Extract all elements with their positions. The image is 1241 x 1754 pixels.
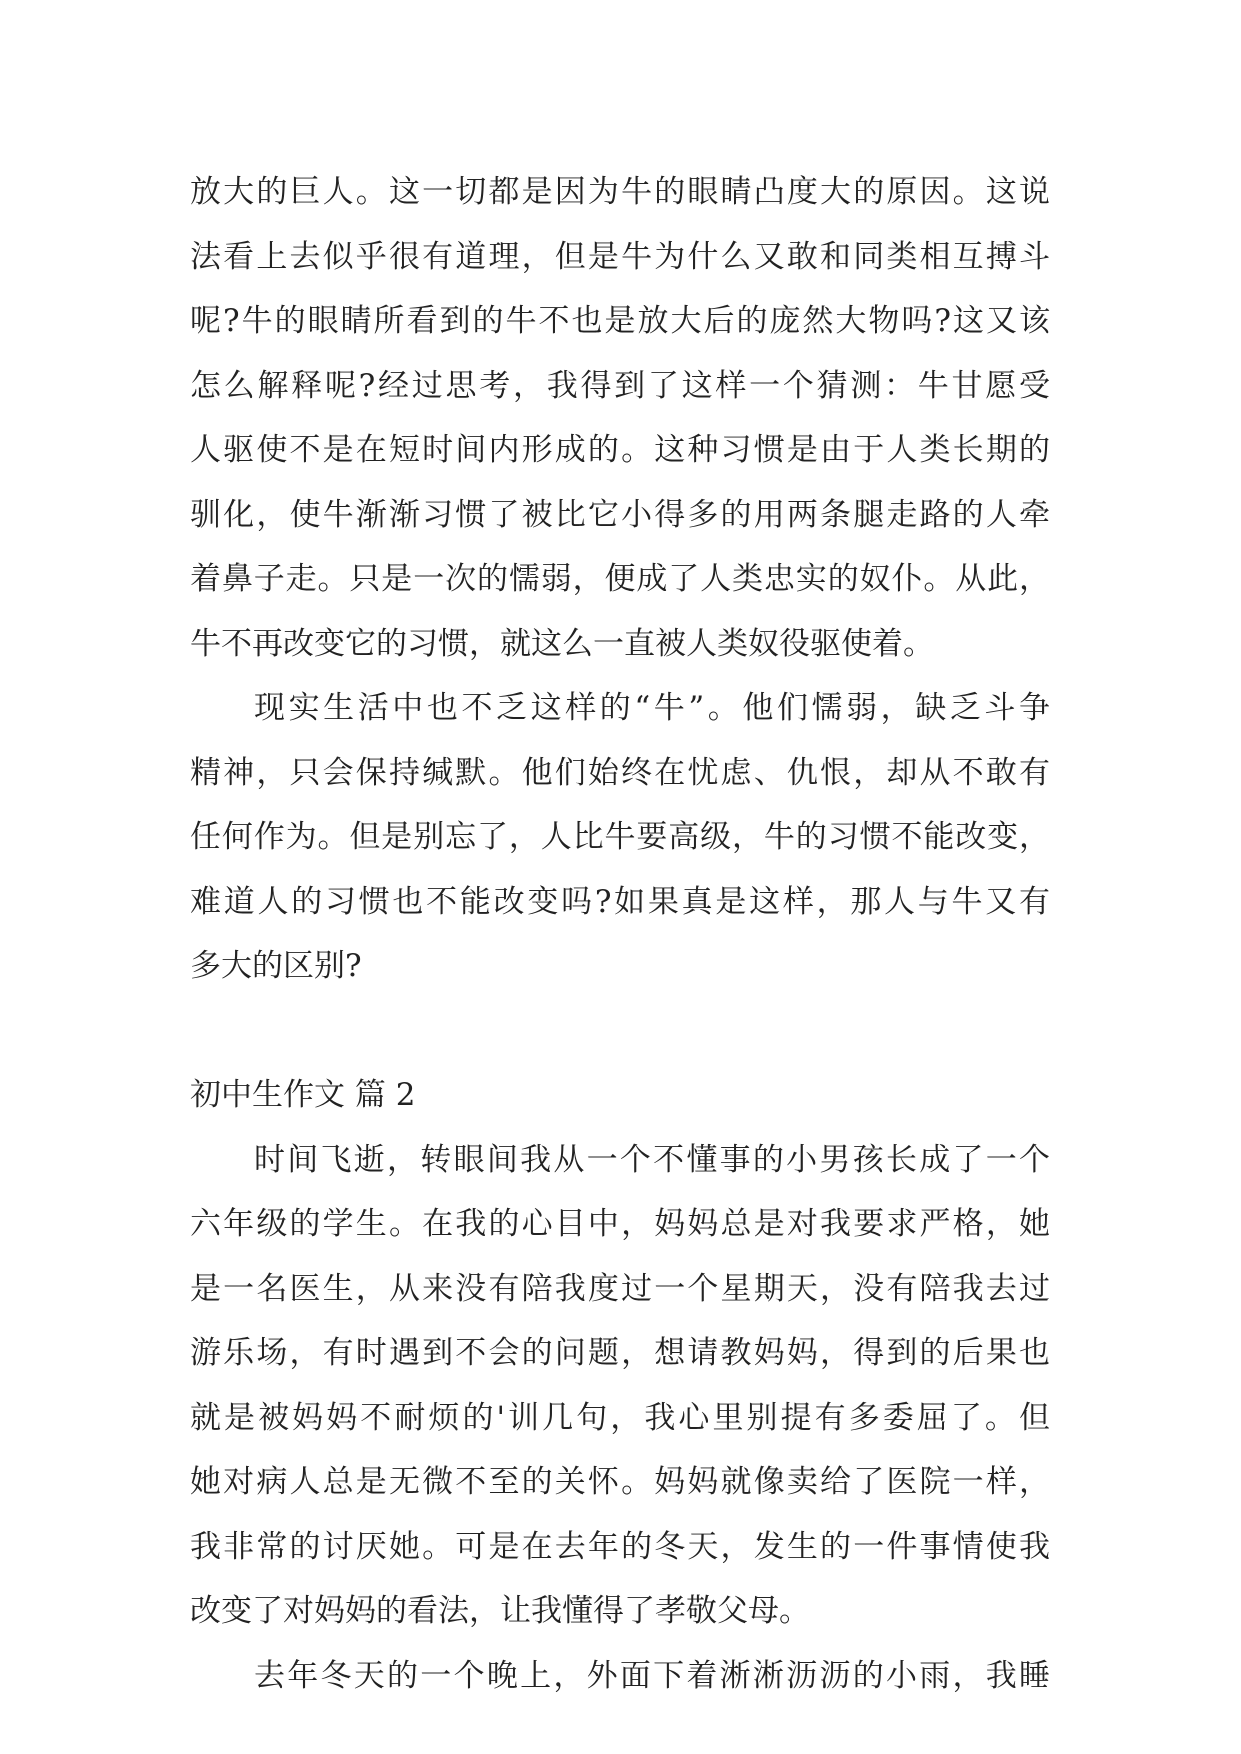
text-line: 现实生活中也不乏这样的“牛”。他们懦弱，缺乏斗争 (254, 690, 1050, 726)
section-heading: 初中生作文 篇 2 (190, 1077, 416, 1113)
text-line: 就是被妈妈不耐烦的'训几句，我心里别提有多委屈了。但 (190, 1399, 1050, 1436)
text-line: 着鼻子走。只是一次的懦弱，便成了人类忠实的奴仆。从此， (190, 561, 1050, 597)
text-line: 人驱使不是在短时间内形成的。这种习惯是由于人类长期的 (190, 432, 1050, 468)
text-line: 改变了对妈妈的看法，让我懂得了孝敬父母。 (190, 1593, 810, 1629)
paragraph (190, 160, 1050, 676)
text-line: 难道人的习惯也不能改变吗?如果真是这样，那人与牛又有 (190, 883, 1050, 920)
text-line: 多大的区别? (190, 948, 362, 984)
text-line: 时间飞逝，转眼间我从一个不懂事的小男孩长成了一个 (254, 1141, 1050, 1178)
text-line: 精神，只会保持缄默。他们始终在忧虑、仇恨，却从不敢有 (190, 754, 1050, 791)
text-line: 游乐场，有时遇到不会的问题，想请教妈妈，得到的后果也 (190, 1335, 1050, 1371)
text-line: 六年级的学生。在我的心目中，妈妈总是对我要求严格，她 (190, 1206, 1050, 1242)
paragraph (190, 676, 1050, 999)
text-line: 驯化，使牛渐渐习惯了被比它小得多的用两条腿走路的人牵 (190, 496, 1050, 533)
text-line: 是一名医生，从来没有陪我度过一个星期天，没有陪我去过 (190, 1270, 1050, 1307)
text-line: 放大的巨人。这一切都是因为牛的眼睛凸度大的原因。这说 (190, 174, 1050, 210)
paragraph (190, 1128, 1050, 1644)
text-line: 任何作为。但是别忘了，人比牛要高级，牛的习惯不能改变， (190, 819, 1050, 855)
text-line: 牛不再改变它的习惯，就这么一直被人类奴役驱使着。 (190, 625, 934, 662)
text-line: 呢?牛的眼睛所看到的牛不也是放大后的庞然大物吗?这又该 (190, 303, 1050, 339)
text-line: 去年冬天的一个晚上，外面下着淅淅沥沥的小雨，我睡 (254, 1657, 1050, 1694)
text-line: 法看上去似乎很有道理，但是牛为什么又敢和同类相互搏斗 (190, 238, 1050, 275)
paragraph (190, 1644, 1050, 1709)
document-body (190, 160, 1050, 1708)
spacer (190, 999, 1050, 1064)
text-line: 怎么解释呢?经过思考，我得到了这样一个猜测：牛甘愿受 (190, 367, 1050, 404)
text-line: 我非常的讨厌她。可是在去年的冬天，发生的一件事情使我 (190, 1528, 1050, 1565)
text-line: 她对病人总是无微不至的关怀。妈妈就像卖给了医院一样， (190, 1464, 1050, 1500)
